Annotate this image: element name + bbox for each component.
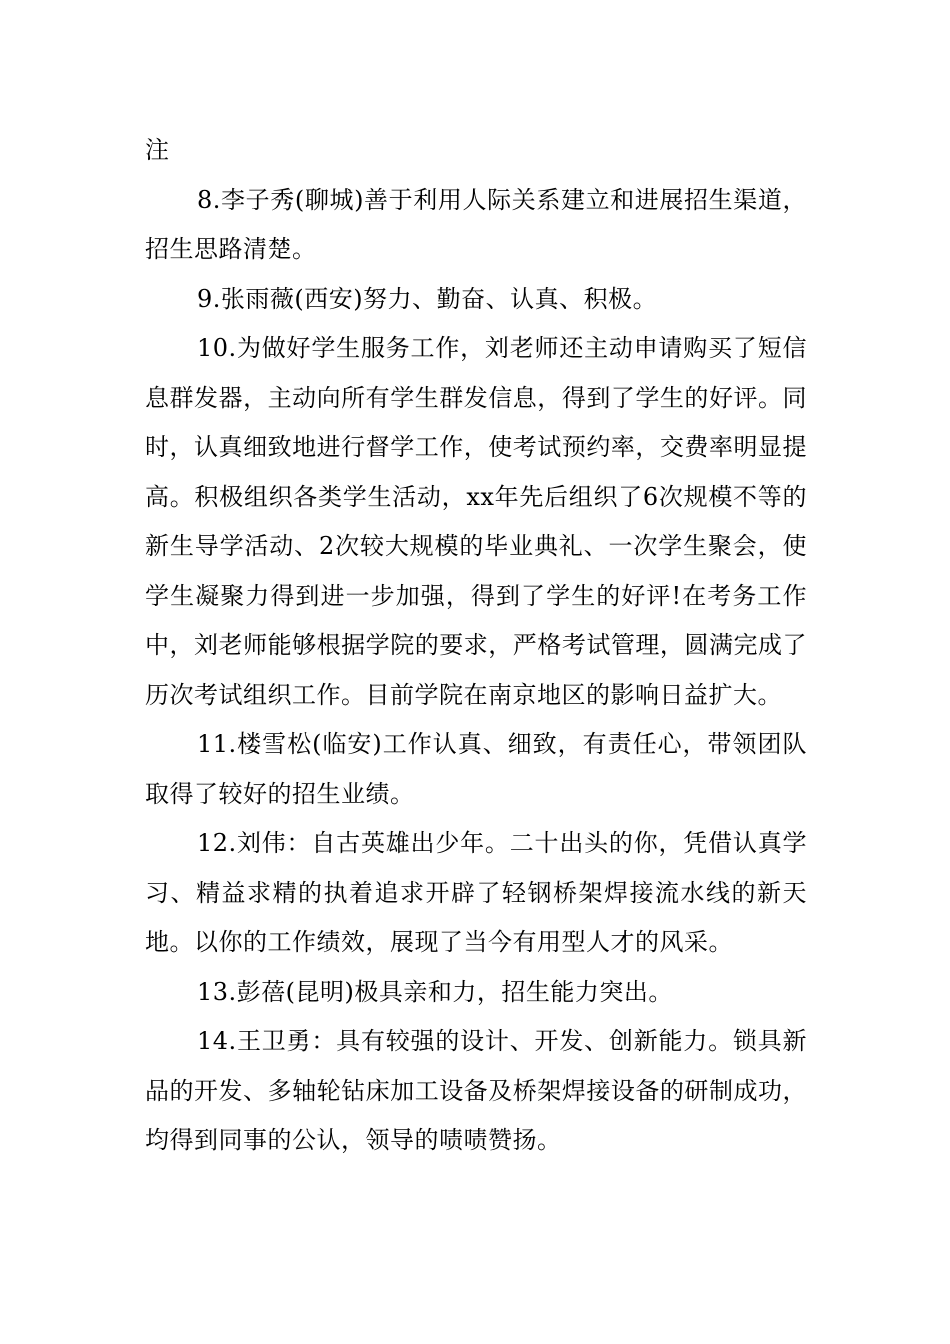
- paragraph-item-8: 8.李子秀(聊城)善于利用人际关系建立和进展招生渠道，招生思路清楚。: [145, 185, 807, 263]
- paragraph-item-9: 9.张雨薇(西安)努力、勤奋、认真、积极。: [197, 284, 658, 313]
- paragraph-item-13: 13.彭蓓(昆明)极具亲和力，招生能力突出。: [197, 977, 673, 1006]
- paragraph-item-10: 10.为做好学生服务工作，刘老师还主动申请购买了短信息群发器，主动向所有学生群发信息，得到了学生的好评。同时，认真细致地进行督学工作，使考试预约率，交费率明显提高。积极组织各类学生活动，xx年先后组织了6次规模不等的新生导学活动、2次较大规模的毕业典礼、一次学生聚会，使学生凝聚力得到进一步加强，得到了学生的好评!在考务工作中，刘老师能够根据学院的要求，严格考试管理，圆满完成了历次考试组织工作。目前学院在南京地区的影响日益扩大。: [145, 334, 807, 709]
- paragraph-item-14: 14.王卫勇：具有较强的设计、开发、创新能力。锁具新品的开发、多轴轮钻床加工设备及桥架焊接设备的研制成功，均得到同事的公认，领导的啧啧赞扬。: [145, 1027, 807, 1154]
- document-body: [145, 126, 807, 1166]
- paragraph-item-11: 11.楼雪松(临安)工作认真、细致，有责任心，带领团队取得了较好的招生业绩。: [145, 730, 807, 808]
- paragraph-item-12: 12.刘伟：自古英雄出少年。二十出头的你，凭借认真学习、精益求精的执着追求开辟了轻钢桥架焊接流水线的新天地。以你的工作绩效，展现了当今有用型人才的风采。: [145, 829, 807, 956]
- paragraph-continuation: 注: [145, 136, 170, 164]
